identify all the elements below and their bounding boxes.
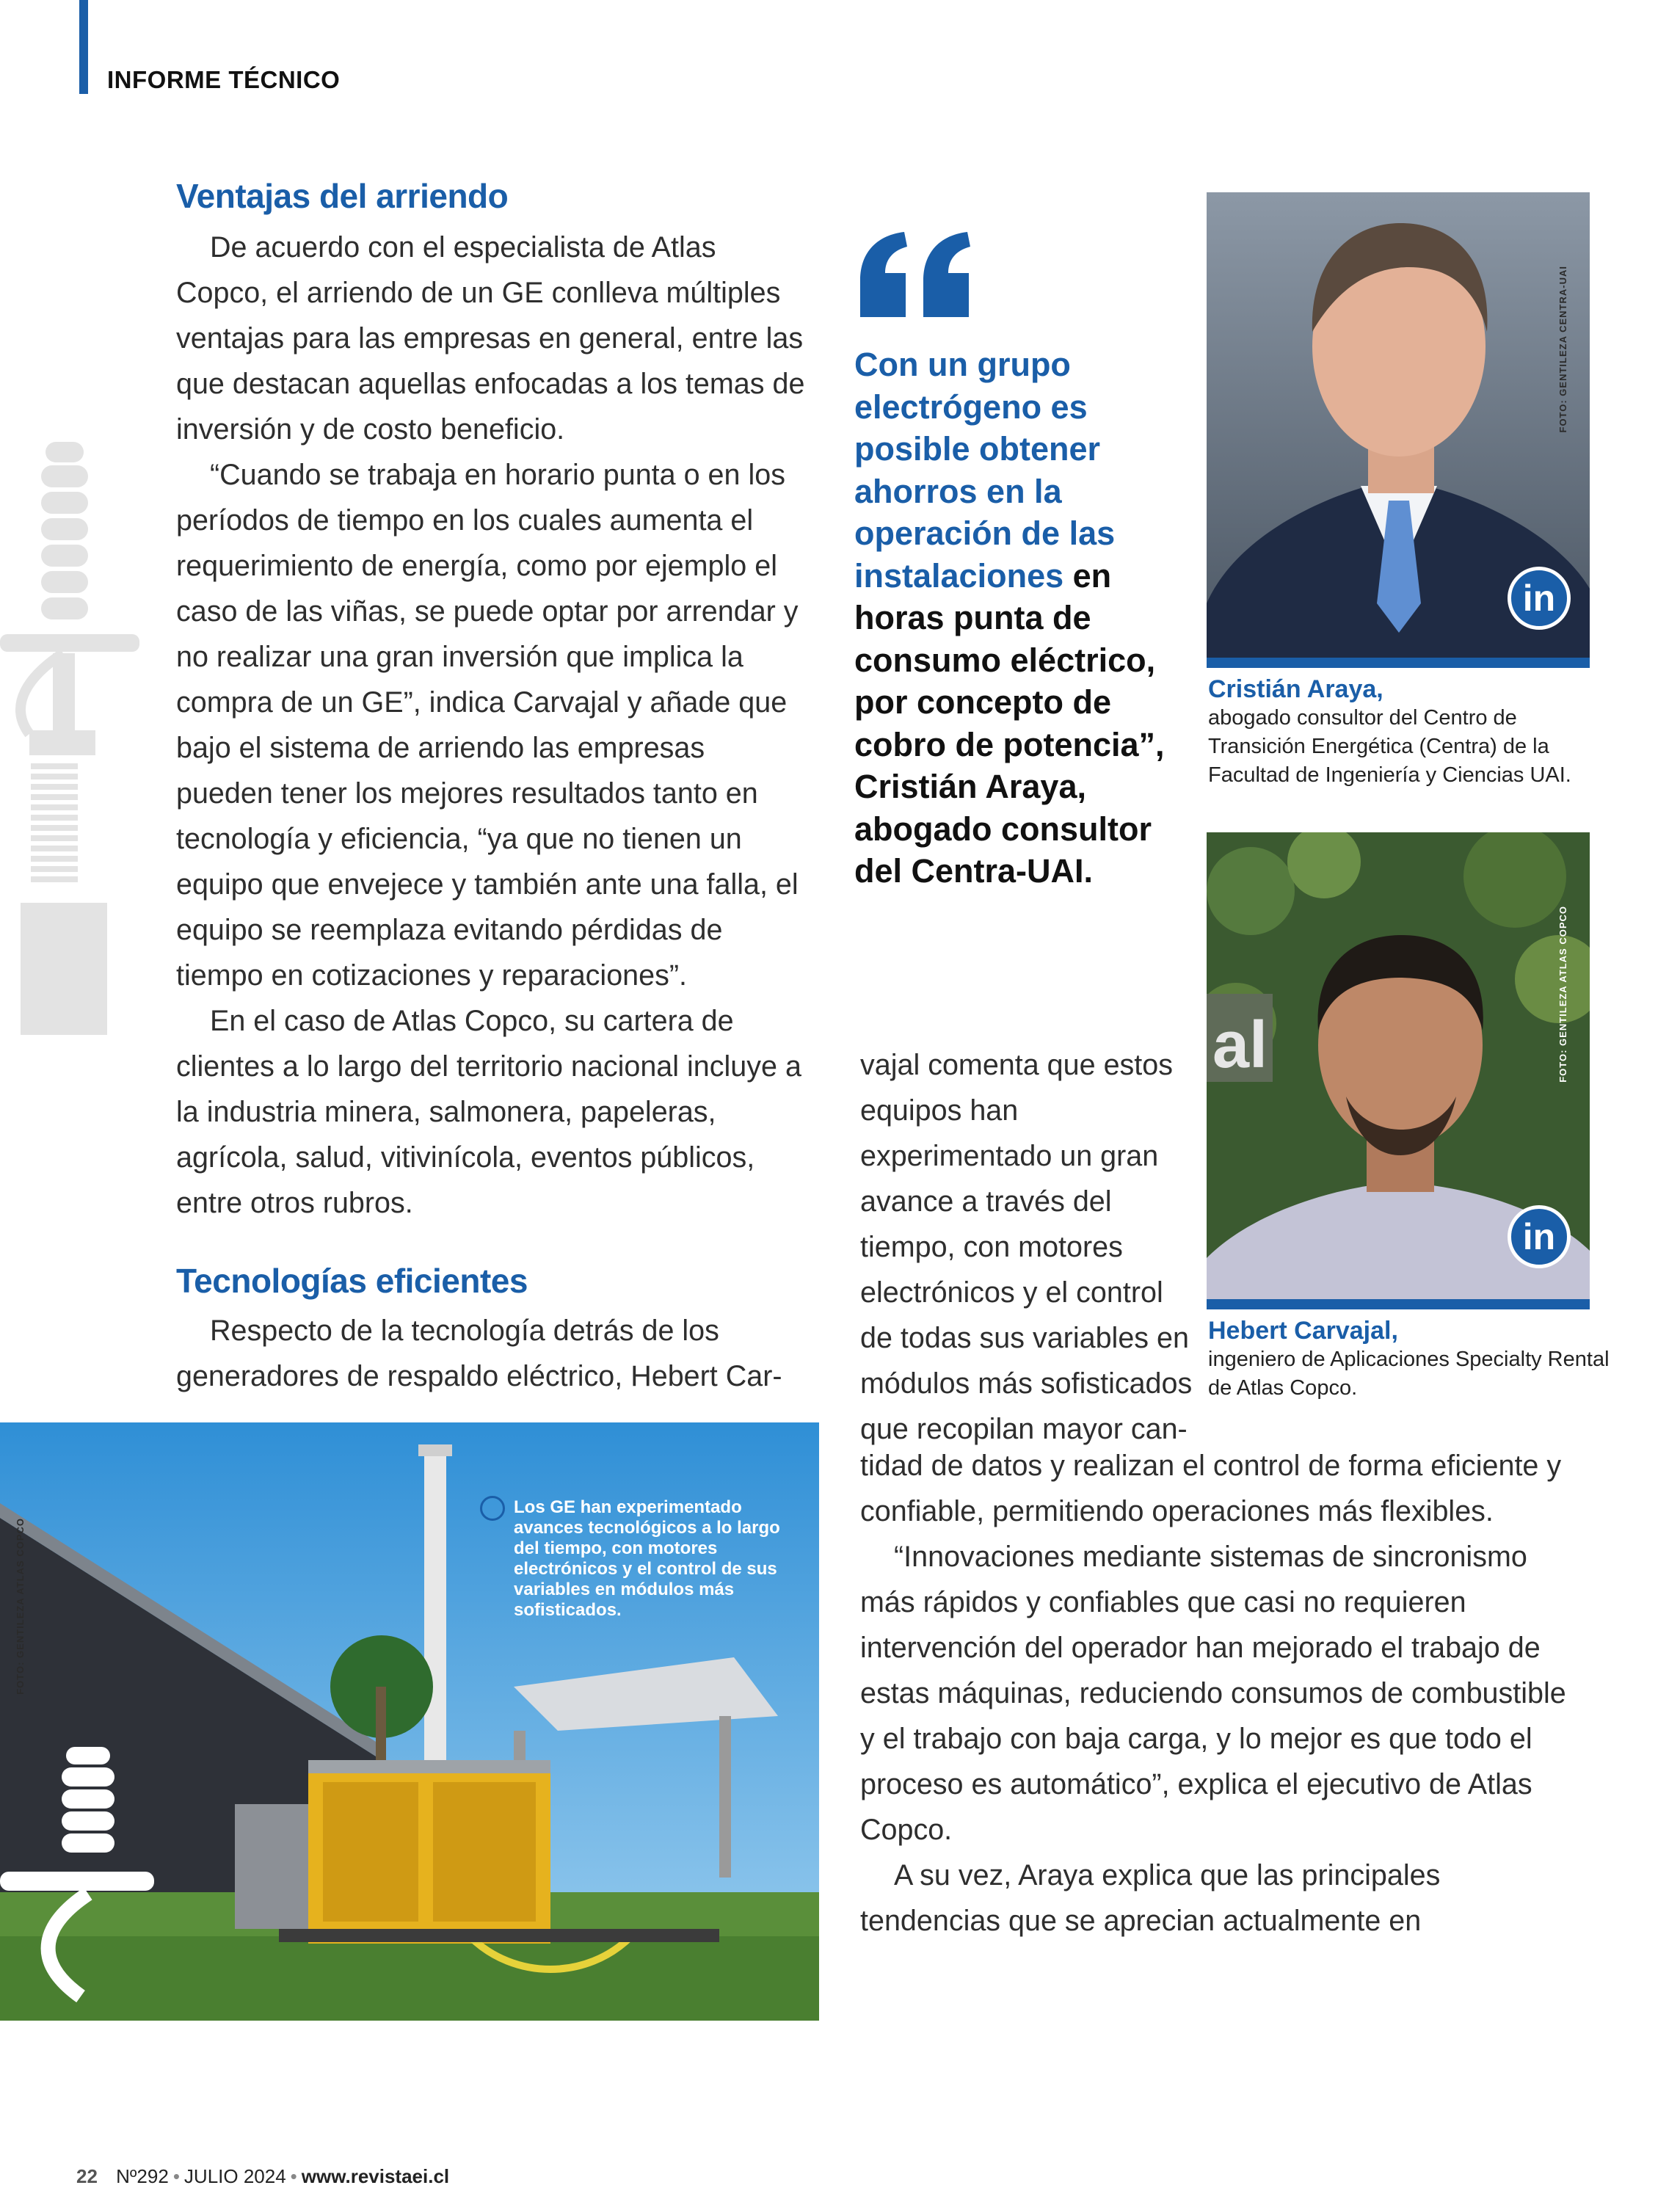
caption-marker-icon (480, 1496, 505, 1521)
linkedin-icon[interactable]: in (1508, 567, 1571, 630)
heading-ventajas: Ventajas del arriendo (176, 177, 509, 215)
section-tag: INFORME TÉCNICO (107, 66, 341, 93)
paragraph: Respecto de la tecnología detrás de los generadores de respaldo eléctrico, Hebert Car- (176, 1315, 782, 1392)
photo-credit: FOTO: GENTILEZA ATLAS COPCO (1557, 906, 1568, 1083)
paragraph: “Innovaciones mediante sistemas de sincronismo más rápidos y confiables que casi no requieren intervención del operador han mejorado el trabajo de estas máquinas, reduciendo consumos de combustible y el trabajo con baja carga, y lo mejor es que todo el proceso es automático”, explica el ejecutivo de Atlas Copco. (860, 1541, 1566, 1846)
body-text-right-b (860, 1443, 1579, 1944)
profile-role: ingeniero de Aplicaciones Specialty Rental de Atlas Copco. (1208, 1348, 1610, 1400)
pull-quote (854, 344, 1199, 893)
paragraph: “Cuando se trabaja en horario punta o en los períodos de tiempo en los cuales aumenta el requerimiento de energía, como por ejemplo el caso de las viñas, se puede optar por arrendar y no realizar una gran inversión que implica la compra de un GE”, indica Carvajal y añade que bajo el sistema de arriendo las empresas pueden tener los mejores resultados tanto en tecnología y eficiencia, “ya que no tienen un equipo que envejece y también ante una falla, el equipo se reemplaza evitando pérdidas de tiempo en cotizaciones y reparaciones”. (176, 459, 799, 992)
linkedin-icon[interactable]: in (1508, 1205, 1571, 1268)
header-accent-bar (79, 0, 88, 94)
photo-underline-bar (1207, 1299, 1590, 1309)
issue-date: JULIO 2024 (183, 2165, 286, 2187)
quote-mark-icon (853, 229, 978, 324)
paragraph: A su vez, Araya explica que las principales tendencias que se aprecian actualmente en (860, 1859, 1441, 1937)
photo-cristian-araya (1207, 192, 1590, 668)
caption-carvajal (1208, 1317, 1619, 1403)
profile-name: Hebert Carvajal, (1208, 1317, 1398, 1345)
pull-quote-highlight: Con un grupo electrógeno es posible obtener ahorros en la operación de las instalaciones (854, 346, 1116, 595)
photo-credit: FOTO: GENTILEZA ATLAS COPCO (15, 1518, 26, 1695)
photo-credit: FOTO: GENTILEZA CENTRA-UAI (1557, 266, 1568, 433)
profile-role: abogado consultor del Centro de Transición Energética (Centra) de la Facultad de Ingeniería y Ciencias UAI. (1208, 706, 1571, 787)
paragraph: De acuerdo con el especialista de Atlas Copco, el arriendo de un GE conlleva múltiples ventajas para las empresas en general, entre las que destacan aquellas enfocadas a los temas de inversión y de costo beneficio. (176, 231, 805, 446)
paragraph: tidad de datos y realizan el control de forma eficiente y confiable, permitiendo operaciones más flexibles. (860, 1450, 1562, 1527)
body-text-ventajas (176, 225, 807, 1226)
page-footer: 22 Nº292 • JULIO 2024 • www.revistaei.cl (76, 2165, 450, 2187)
insulator-illustration (0, 433, 147, 1042)
photo-underline-bar (1207, 658, 1590, 668)
heading-tecnologias: Tecnologías eficientes (176, 1262, 528, 1300)
generator-photo-caption: Los GE han experimentado avances tecnológicos a lo largo del tiempo, con motores electrónicos y el control de sus variables en módulos más sofisticados. (514, 1497, 780, 1620)
insulator-illustration (0, 1747, 161, 2026)
pull-quote-rest: en horas punta de consumo eléctrico, por concepto de cobro de potencia”, Cristián Araya, abogado consultor del Centra-UAI. (854, 556, 1165, 890)
caption-araya (1208, 675, 1619, 790)
page-number: 22 (76, 2165, 98, 2187)
svg-text:al: al (1212, 1008, 1268, 1082)
website-link[interactable]: www.revistaei.cl (301, 2165, 450, 2187)
paragraph: En el caso de Atlas Copco, su cartera de clientes a lo largo del territorio nacional incluye a la industria minera, salmonera, papeleras, agrícola, salud, vitivinícola, eventos públicos, entre otros rubros. (176, 1005, 801, 1219)
profile-name: Cristián Araya, (1208, 675, 1383, 703)
paragraph: vajal comenta que estos equipos han experimentado un gran avance a través del tiempo, con motores electrónicos y el control de todas sus variables en módulos más sofisticados que recopilan mayor can- (860, 1049, 1193, 1445)
body-text-right-a (860, 1042, 1198, 1452)
issue-number: Nº292 (116, 2165, 169, 2187)
photo-hebert-carvajal (1207, 832, 1590, 1309)
body-text-tecnologias (176, 1308, 807, 1399)
